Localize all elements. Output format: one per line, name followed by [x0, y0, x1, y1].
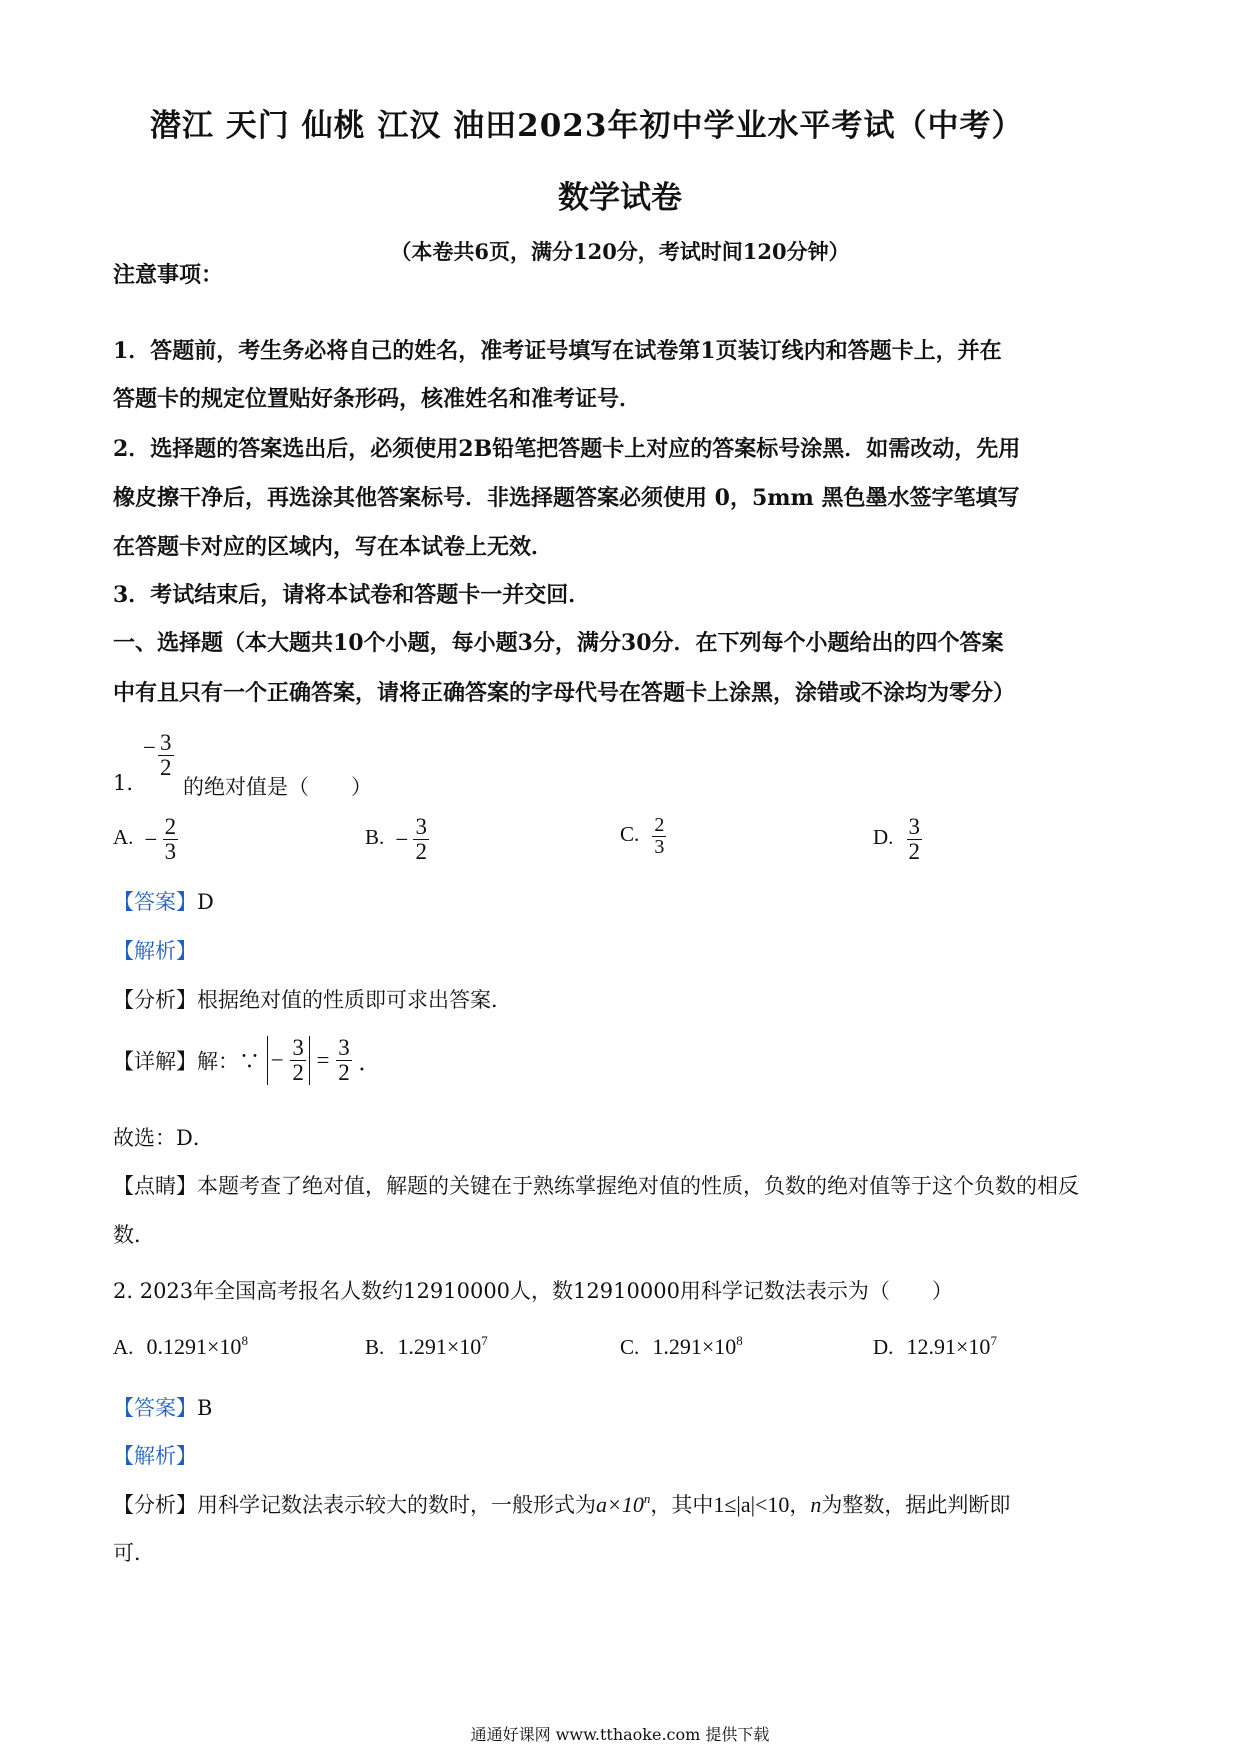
option-a: A. − $\frac{2}{3}$	[113, 814, 177, 865]
analysis-line: 【分析】根据绝对值的性质即可求出答案．	[113, 988, 512, 1012]
option-d: D. $\frac{3}{2}$	[873, 814, 921, 865]
detail-line: 【详解】解：∵ − $\frac{3}{2}$ = $\frac{3}{2}$ ．	[113, 1035, 382, 1086]
section-heading: 中有且只有一个正确答案，请将正确答案的字母代号在答题卡上涂黑，涂错或不涂均为零分）	[113, 680, 1016, 706]
minus-sign: −	[143, 735, 156, 760]
option-d: D. $12.91\times 10^7$	[873, 1333, 997, 1359]
footer-text: 通通好课网 www.tthaoke.com 提供下载	[470, 1725, 770, 1744]
answer-value: D	[197, 890, 214, 914]
notice-line: 2．选择题的答案选出后，必须使用2B铅笔把答题卡上对应的答案标号涂黑．如需改动，先用	[113, 436, 1021, 462]
section-heading: 一、选择题（本大题共10个小题，每小题3分，满分30分．在下列每个小题给出的四个答案	[113, 630, 1004, 656]
notice-line: 在答题卡对应的区域内，写在本试卷上无效．	[113, 534, 554, 560]
comment-line: 【点睛】本题考查了绝对值，解题的关键在于熟练掌握绝对值的性质，负数的绝对值等于这个负数的相反	[113, 1174, 1079, 1198]
answer-tag: 【答案】	[113, 890, 197, 914]
comment-line: 数．	[113, 1223, 155, 1247]
analysis-tag: 【解析】	[113, 1444, 197, 1468]
analysis-line-end: 可．	[113, 1541, 155, 1565]
exam-subtitle: 数学试卷	[558, 180, 682, 216]
fraction: $\frac{3}{2}$	[908, 814, 921, 865]
absolute-value: − $\frac{3}{2}$	[267, 1036, 310, 1085]
option-a: A. $0.1291\times 10^8$	[113, 1333, 248, 1359]
fraction: $\frac{2}{3}$	[164, 814, 177, 865]
fraction: $\frac{3}{2}$	[415, 814, 427, 865]
option-c: C. $\frac{2}{3}$	[620, 814, 665, 858]
conclusion: 故选：D．	[113, 1126, 214, 1150]
analysis-tag: 【解析】	[113, 939, 197, 963]
answer-line	[113, 1392, 212, 1422]
question-2: 2. 2023年全国高考报名人数约12910000人，数12910000用科学记数法表示为（ ）	[113, 1279, 953, 1303]
option-c: C. $1.291\times 10^8$	[620, 1333, 743, 1359]
analysis-line: 【分析】用科学记数法表示较大的数时，一般形式为$a\times 10^n$，其中1≤|a|<10，n为整数，据此判断即	[113, 1491, 1011, 1517]
question-number: 1.	[113, 771, 134, 795]
option-b: B. − $\frac{3}{2}$	[365, 814, 427, 865]
exam-title: 潜江 天门 仙桃 江汉 油田2023年初中学业水平考试（中考）	[150, 108, 1024, 144]
notice-line: 3．考试结束后，请将本试卷和答题卡一并交回．	[113, 582, 591, 608]
answer-value: B	[197, 1396, 213, 1420]
notice-line: 橡皮擦干净后，再选涂其他答案标号．非选择题答案必须使用 0，5mm 黑色墨水签字笔填写	[113, 485, 1020, 511]
exam-info: （本卷共6页，满分120分，考试时间120分钟）	[390, 239, 850, 264]
notice-line: 答题卡的规定位置贴好条形码，核准姓名和准考证号．	[113, 386, 642, 412]
fraction: $\frac{2}{3}$	[654, 814, 665, 858]
answer-tag: 【答案】	[113, 1396, 197, 1420]
fraction: $\frac{3}{2}$	[160, 730, 172, 781]
answer-line	[113, 886, 214, 916]
fraction: $\frac{3}{2}$	[338, 1035, 350, 1086]
notice-heading: 注意事项：	[113, 262, 224, 288]
notice-line: 1．答题前，考生务必将自己的姓名，准考证号填写在试卷第1页装订线内和答题卡上，并在	[113, 338, 1002, 364]
question-stem: 的绝对值是（ ）	[183, 775, 372, 799]
option-b: B. $1.291\times 10^7$	[365, 1333, 488, 1359]
fraction: $\frac{3}{2}$	[292, 1035, 304, 1086]
